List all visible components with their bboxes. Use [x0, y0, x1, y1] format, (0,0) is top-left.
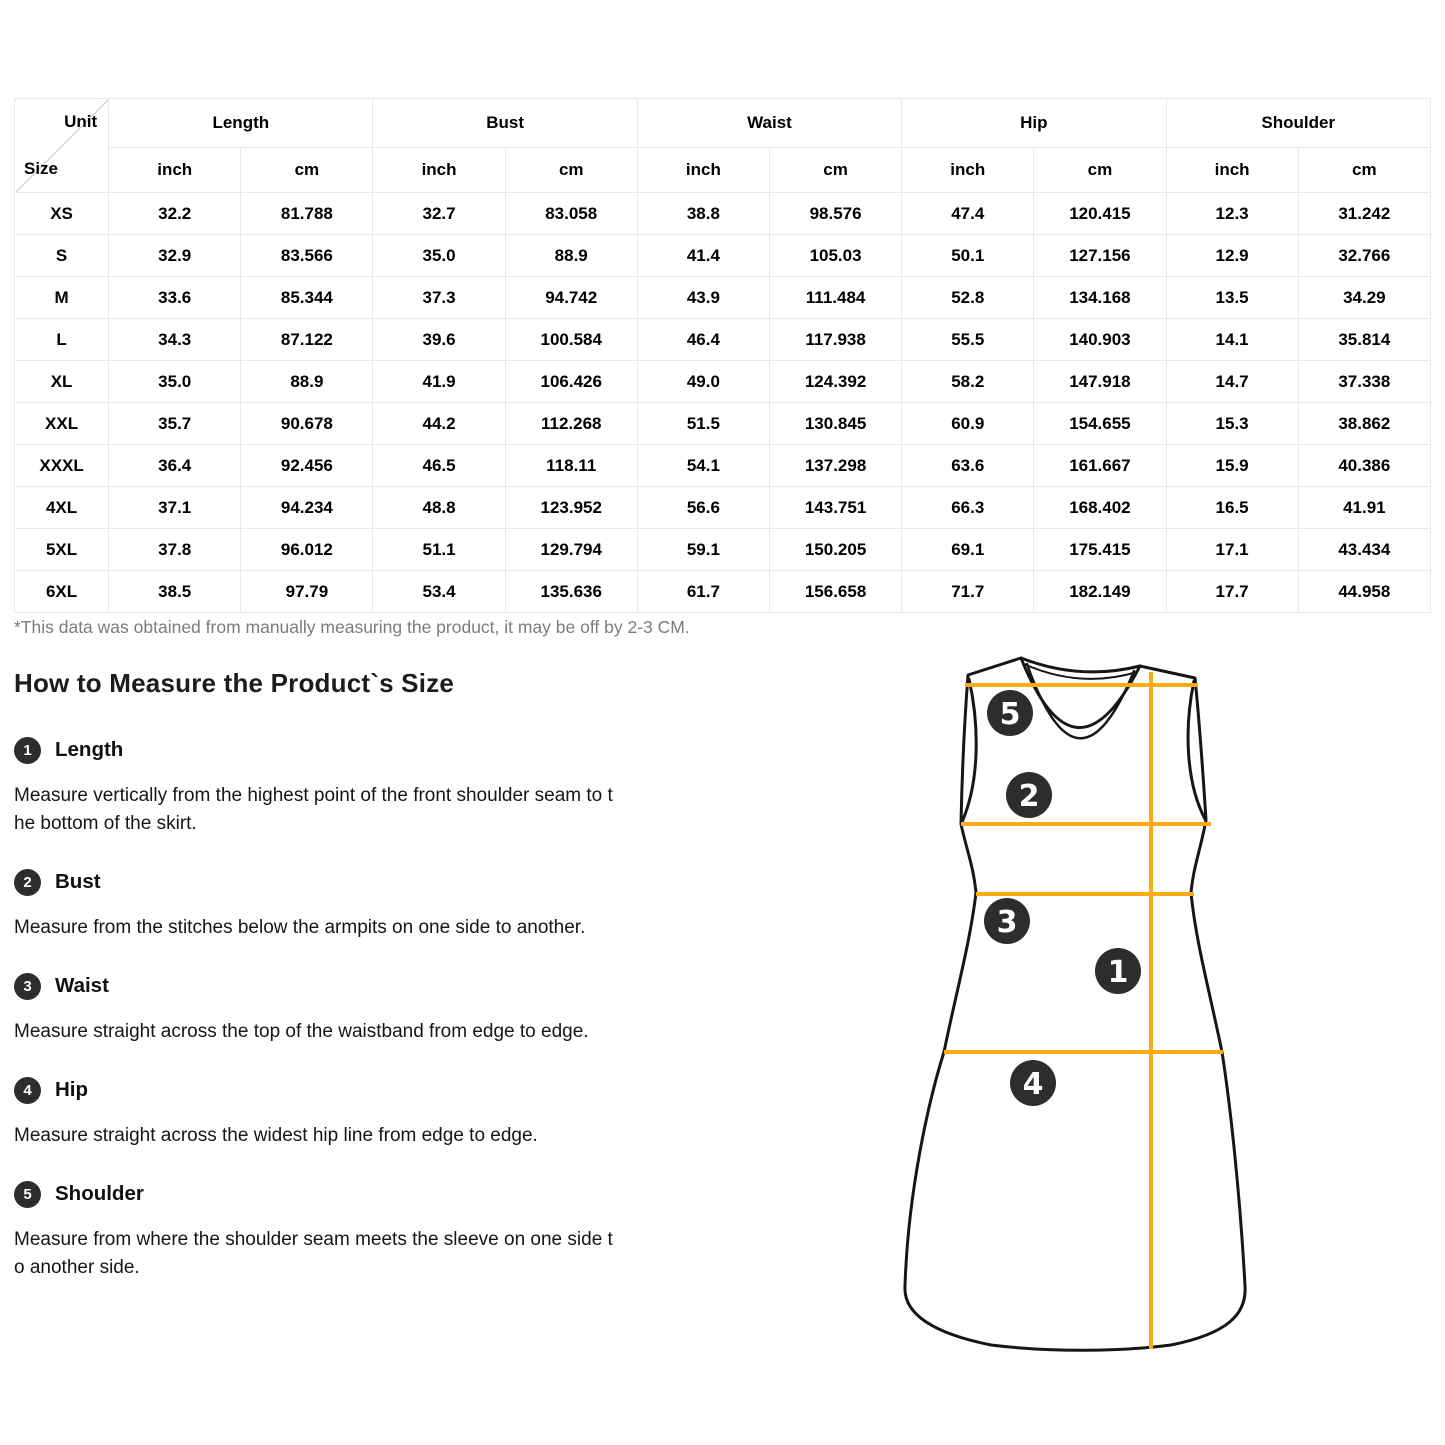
table-unit-header-row [15, 148, 1431, 193]
unit-header-1: cm [241, 148, 373, 193]
value-cell: 83.566 [241, 235, 373, 277]
size-cell: XS [15, 193, 109, 235]
value-cell: 51.5 [637, 403, 769, 445]
value-cell: 52.8 [902, 277, 1034, 319]
value-cell: 143.751 [769, 487, 901, 529]
value-cell: 168.402 [1034, 487, 1166, 529]
value-cell: 94.742 [505, 277, 637, 319]
value-cell: 66.3 [902, 487, 1034, 529]
item-description: Measure straight across the top of the waistband from edge to edge. [14, 1021, 589, 1042]
value-cell: 154.655 [1034, 403, 1166, 445]
group-header-hip: Hip [902, 99, 1166, 148]
table-row-xxxl [15, 445, 1431, 487]
size-cell: 5XL [15, 529, 109, 571]
value-cell: 15.9 [1166, 445, 1298, 487]
value-cell: 129.794 [505, 529, 637, 571]
value-cell: 156.658 [769, 571, 901, 613]
value-cell: 112.268 [505, 403, 637, 445]
group-header-bust: Bust [373, 99, 637, 148]
value-cell: 32.7 [373, 193, 505, 235]
unit-size-corner-cell [15, 99, 109, 193]
item-number-badge: 5 [14, 1181, 41, 1208]
value-cell: 92.456 [241, 445, 373, 487]
item-title: Shoulder [55, 1182, 144, 1205]
value-cell: 41.4 [637, 235, 769, 277]
value-cell: 81.788 [241, 193, 373, 235]
table-row-s [15, 235, 1431, 277]
value-cell: 37.1 [109, 487, 241, 529]
diagram-badge-hip [1010, 1060, 1056, 1106]
value-cell: 35.814 [1298, 319, 1430, 361]
unit-header-4: inch [637, 148, 769, 193]
value-cell: 87.122 [241, 319, 373, 361]
measure-item-waist [14, 972, 638, 1046]
dress-measurement-diagram [878, 633, 1318, 1423]
size-cell: M [15, 277, 109, 319]
measure-item-hip [14, 1076, 638, 1150]
value-cell: 49.0 [637, 361, 769, 403]
value-cell: 69.1 [902, 529, 1034, 571]
item-number-badge: 2 [14, 869, 41, 896]
value-cell: 41.91 [1298, 487, 1430, 529]
value-cell: 35.7 [109, 403, 241, 445]
value-cell: 175.415 [1034, 529, 1166, 571]
table-row-l [15, 319, 1431, 361]
table-row-6xl [15, 571, 1431, 613]
value-cell: 117.938 [769, 319, 901, 361]
value-cell: 88.9 [241, 361, 373, 403]
value-cell: 90.678 [241, 403, 373, 445]
value-cell: 12.9 [1166, 235, 1298, 277]
unit-header-5: cm [769, 148, 901, 193]
item-title: Length [55, 738, 124, 761]
table-group-header-row [15, 99, 1431, 148]
svg-text:3: 3 [996, 904, 1018, 940]
value-cell: 147.918 [1034, 361, 1166, 403]
value-cell: 37.338 [1298, 361, 1430, 403]
value-cell: 17.1 [1166, 529, 1298, 571]
value-cell: 50.1 [902, 235, 1034, 277]
value-cell: 51.1 [373, 529, 505, 571]
group-header-shoulder: Shoulder [1166, 99, 1430, 148]
item-title: Hip [55, 1078, 89, 1101]
value-cell: 44.958 [1298, 571, 1430, 613]
table-row-xs [15, 193, 1431, 235]
value-cell: 36.4 [109, 445, 241, 487]
value-cell: 34.3 [109, 319, 241, 361]
value-cell: 31.242 [1298, 193, 1430, 235]
value-cell: 130.845 [769, 403, 901, 445]
measure-item-bust [14, 868, 638, 942]
size-cell: XXXL [15, 445, 109, 487]
table-row-xl [15, 361, 1431, 403]
value-cell: 33.6 [109, 277, 241, 319]
svg-text:4: 4 [1022, 1066, 1044, 1102]
value-cell: 34.29 [1298, 277, 1430, 319]
value-cell: 56.6 [637, 487, 769, 529]
value-cell: 38.862 [1298, 403, 1430, 445]
value-cell: 48.8 [373, 487, 505, 529]
measure-items-list [14, 736, 638, 1282]
unit-header-9: cm [1298, 148, 1430, 193]
unit-header-3: cm [505, 148, 637, 193]
size-cell: XL [15, 361, 109, 403]
value-cell: 17.7 [1166, 571, 1298, 613]
value-cell: 150.205 [769, 529, 901, 571]
diagram-badge-bust [1006, 772, 1052, 818]
size-cell: 4XL [15, 487, 109, 529]
value-cell: 140.903 [1034, 319, 1166, 361]
measurement-disclaimer: *This data was obtained from manually measuring the product, it may be off by 2-3 CM. [14, 617, 690, 637]
svg-text:1: 1 [1107, 954, 1129, 990]
value-cell: 46.5 [373, 445, 505, 487]
value-cell: 54.1 [637, 445, 769, 487]
group-header-length: Length [109, 99, 373, 148]
value-cell: 94.234 [241, 487, 373, 529]
value-cell: 100.584 [505, 319, 637, 361]
value-cell: 12.3 [1166, 193, 1298, 235]
value-cell: 127.156 [1034, 235, 1166, 277]
value-cell: 13.5 [1166, 277, 1298, 319]
value-cell: 37.3 [373, 277, 505, 319]
value-cell: 134.168 [1034, 277, 1166, 319]
how-to-measure-section [14, 666, 638, 1312]
table-row-5xl [15, 529, 1431, 571]
value-cell: 88.9 [505, 235, 637, 277]
value-cell: 59.1 [637, 529, 769, 571]
value-cell: 44.2 [373, 403, 505, 445]
diagram-badge-waist [984, 898, 1030, 944]
diagram-badge-length [1095, 948, 1141, 994]
value-cell: 39.6 [373, 319, 505, 361]
svg-text:2: 2 [1018, 778, 1040, 814]
svg-text:5: 5 [999, 696, 1021, 732]
value-cell: 85.344 [241, 277, 373, 319]
item-title: Waist [55, 974, 109, 997]
value-cell: 83.058 [505, 193, 637, 235]
value-cell: 161.667 [1034, 445, 1166, 487]
value-cell: 32.2 [109, 193, 241, 235]
unit-header-8: inch [1166, 148, 1298, 193]
value-cell: 98.576 [769, 193, 901, 235]
size-chart-table [14, 98, 1431, 613]
value-cell: 38.5 [109, 571, 241, 613]
value-cell: 106.426 [505, 361, 637, 403]
item-description: Measure vertically from the highest point of the front shoulder seam to the bottom of the skirt. [14, 785, 613, 834]
group-header-waist: Waist [637, 99, 901, 148]
value-cell: 124.392 [769, 361, 901, 403]
value-cell: 41.9 [373, 361, 505, 403]
value-cell: 43.9 [637, 277, 769, 319]
value-cell: 32.766 [1298, 235, 1430, 277]
value-cell: 47.4 [902, 193, 1034, 235]
size-cell: XXL [15, 403, 109, 445]
value-cell: 46.4 [637, 319, 769, 361]
item-title: Bust [55, 870, 101, 893]
value-cell: 55.5 [902, 319, 1034, 361]
value-cell: 182.149 [1034, 571, 1166, 613]
value-cell: 35.0 [373, 235, 505, 277]
table-row-xxl [15, 403, 1431, 445]
size-cell: S [15, 235, 109, 277]
value-cell: 105.03 [769, 235, 901, 277]
unit-header-2: inch [373, 148, 505, 193]
value-cell: 111.484 [769, 277, 901, 319]
value-cell: 97.79 [241, 571, 373, 613]
item-number-badge: 4 [14, 1077, 41, 1104]
unit-header-0: inch [109, 148, 241, 193]
unit-header-7: cm [1034, 148, 1166, 193]
table-row-4xl [15, 487, 1431, 529]
value-cell: 14.1 [1166, 319, 1298, 361]
item-number-badge: 3 [14, 973, 41, 1000]
dress-outline [905, 658, 1245, 1350]
value-cell: 43.434 [1298, 529, 1430, 571]
value-cell: 96.012 [241, 529, 373, 571]
size-cell: L [15, 319, 109, 361]
table-body [15, 193, 1431, 613]
item-description: Measure from where the shoulder seam meets the sleeve on one side to another side. [14, 1229, 613, 1278]
measure-item-shoulder [14, 1180, 638, 1282]
value-cell: 118.11 [505, 445, 637, 487]
value-cell: 35.0 [109, 361, 241, 403]
size-cell: 6XL [15, 571, 109, 613]
value-cell: 32.9 [109, 235, 241, 277]
value-cell: 123.952 [505, 487, 637, 529]
value-cell: 137.298 [769, 445, 901, 487]
unit-header-6: inch [902, 148, 1034, 193]
value-cell: 15.3 [1166, 403, 1298, 445]
item-number-badge: 1 [14, 737, 41, 764]
value-cell: 14.7 [1166, 361, 1298, 403]
value-cell: 61.7 [637, 571, 769, 613]
size-label: Size [24, 159, 59, 178]
value-cell: 63.6 [902, 445, 1034, 487]
value-cell: 120.415 [1034, 193, 1166, 235]
value-cell: 53.4 [373, 571, 505, 613]
section-heading: How to Measure the Product`s Size [14, 668, 455, 698]
diagram-badge-shoulder [987, 690, 1033, 736]
value-cell: 37.8 [109, 529, 241, 571]
value-cell: 60.9 [902, 403, 1034, 445]
value-cell: 58.2 [902, 361, 1034, 403]
item-description: Measure from the stitches below the armpits on one side to another. [14, 917, 586, 938]
value-cell: 135.636 [505, 571, 637, 613]
unit-label: Unit [64, 112, 98, 131]
table-row-m [15, 277, 1431, 319]
value-cell: 71.7 [902, 571, 1034, 613]
value-cell: 40.386 [1298, 445, 1430, 487]
measure-item-length [14, 736, 638, 838]
item-description: Measure straight across the widest hip line from edge to edge. [14, 1125, 538, 1146]
value-cell: 16.5 [1166, 487, 1298, 529]
value-cell: 38.8 [637, 193, 769, 235]
